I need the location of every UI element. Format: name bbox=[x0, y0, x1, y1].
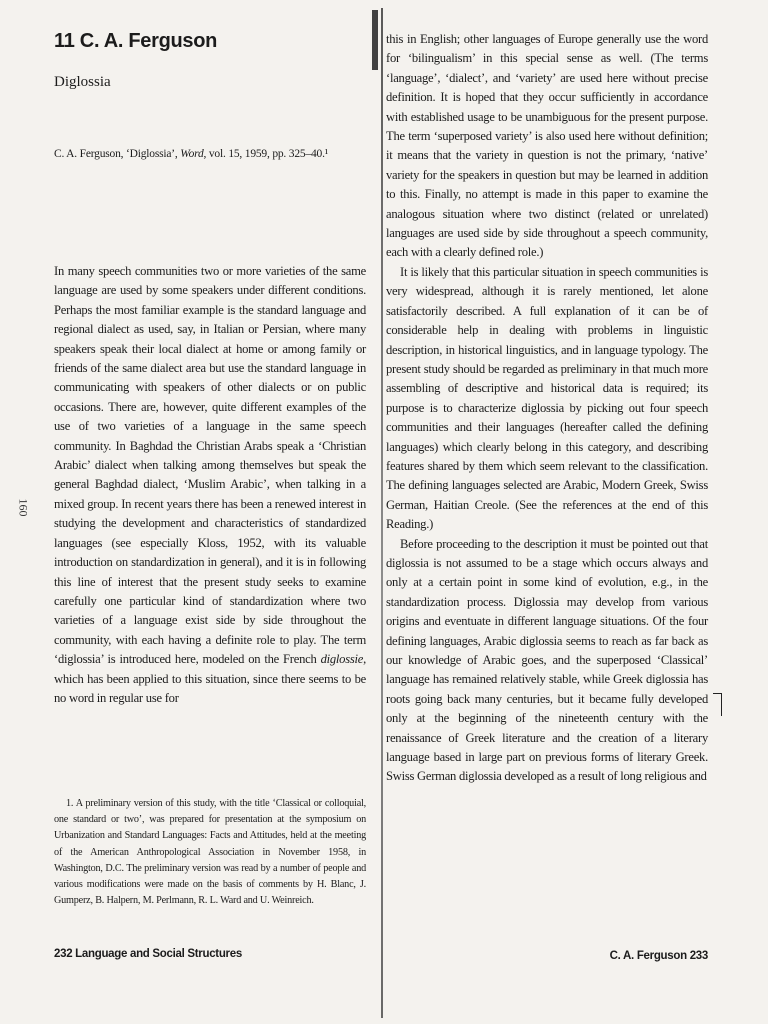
right-body-text bbox=[386, 30, 708, 787]
footnote-text: 1. A preliminary version of this study, with the title ‘Classical or colloquial, one standard or two’, was prepared for presentation at the symposium on Urbanization and Standard Languages: Facts and Attitudes, held at the meeting of the American Anthropological Association in November 1958, in Washington, D.C. The preliminary version was read by a number of people and various modifications were made on the basis of comments by H. Blanc, J. Gumperz, B. Halpern, M. Perlmann, R. L. Ward and U. Weinreich. bbox=[54, 798, 366, 907]
chapter-title: 11 C. A. Ferguson bbox=[54, 30, 218, 52]
footnote bbox=[54, 796, 366, 909]
right-page-footer: C. A. Ferguson 233 bbox=[609, 950, 708, 962]
paragraph-emphasis: diglossie bbox=[320, 652, 364, 667]
gutter-shadow bbox=[372, 10, 378, 70]
citation-journal: Word bbox=[180, 148, 204, 160]
margin-bracket-mark bbox=[713, 693, 722, 716]
left-body-text bbox=[54, 262, 366, 708]
article-title: Diglossia bbox=[54, 74, 111, 90]
paragraph: Before proceeding to the description it must be pointed out that diglossia is not assumed to be a stage which occurs always and only at a certain point in some kind of evolution, e.g., in the standardization process. Diglossia may develop from various origins and eventuate in different language situations. Of the four defining languages, Arabic diglossia seems to reach as far back as our knowledge of Arabic goes, and the superposed ‘Classical’ language has remained relatively stable, while Greek diglossia has roots going back many centuries, but it became fully developed only at the beginning of the nineteenth century with the renaissance of Greek literature and the creation of a literary language based in large part on previous forms of literary Greek. Swiss German diglossia developed as a result of long religious and bbox=[386, 536, 708, 784]
source-citation bbox=[54, 148, 328, 160]
book-gutter bbox=[381, 8, 383, 1018]
citation-suffix: , vol. 15, 1959, pp. 325–40.¹ bbox=[203, 148, 328, 160]
paragraph-text: In many speech communities two or more varieties of the same language are used by some speakers under different conditions. Perhaps the most familiar example is the standard language and regional dialect as used, say, in Italian or Persian, where many speakers speak their local dialect at home or among family or friends of the same dialect area but use the standard language in communicating with speakers of other dialects or on public occasions. There are, however, quite different examples of the use of two varieties of a language in the same speech community. In Baghdad the Christian Arabs speak a ‘Christian Arabic’ dialect when talking among themselves but speak the general Baghdad dialect, ‘Muslim Arabic’, when talking in a mixed group. In recent years there has been a renewed interest in studying the development and characteristics of standardized languages (see especially Kloss, 1952, with its valuable introduction on standardization in general), and it is in following this line of interest that the present study seeks to examine carefully one particular kind of standardization where two varieties of a language exist side by side throughout the community, with each having a definite role to play. The term ‘diglossia’ is introduced here, modeled on the French bbox=[54, 264, 366, 667]
paragraph: It is likely that this particular situation in speech communities is very widespread, although it is rarely mentioned, let alone satisfactorily described. A full explanation of it can be of considerable help in dealing with problems in linguistic description, in historical linguistics, and in language typology. The present study should be regarded as preliminary in that much more assembling of descriptive and historical data is required; its purpose is to characterize diglossia by picking out four speech communities and their languages (hereafter called the defining languages) which clearly belong in this category, and describing features shared by them which seem relevant to the classification. The defining languages selected are Arabic, Modern Greek, Swiss German, Haitian Creole. (See the references at the end of this Reading.) bbox=[386, 264, 708, 532]
citation-prefix: C. A. Ferguson, ‘Diglossia’, bbox=[54, 148, 181, 160]
left-page-footer: 232 Language and Social Structures bbox=[54, 948, 242, 960]
paragraph-text: , which has been applied to this situation, since there seems to be no word in regular use for bbox=[54, 652, 366, 705]
paragraph: this in English; other languages of Europe generally use the word for ‘bilingualism’ in this special sense as well. (The terms ‘language’, ‘dialect’, and ‘variety’ are used here without precise definition. It is hoped that they occur sufficiently in accordance with established usage to be unambiguous for the present purpose. The term ‘superposed variety’ is also used here without definition; it means that the variety in question is not the primary, ‘native’ variety for the speakers in question but may be learned in addition to this. Finally, no attempt is made in this paper to examine the analogous situation where two distinct (related or unrelated) languages are used side by side throughout a speech community, each with a clearly defined role.) bbox=[386, 32, 708, 260]
paragraph bbox=[54, 262, 366, 708]
margin-page-number: 160 bbox=[16, 498, 31, 517]
